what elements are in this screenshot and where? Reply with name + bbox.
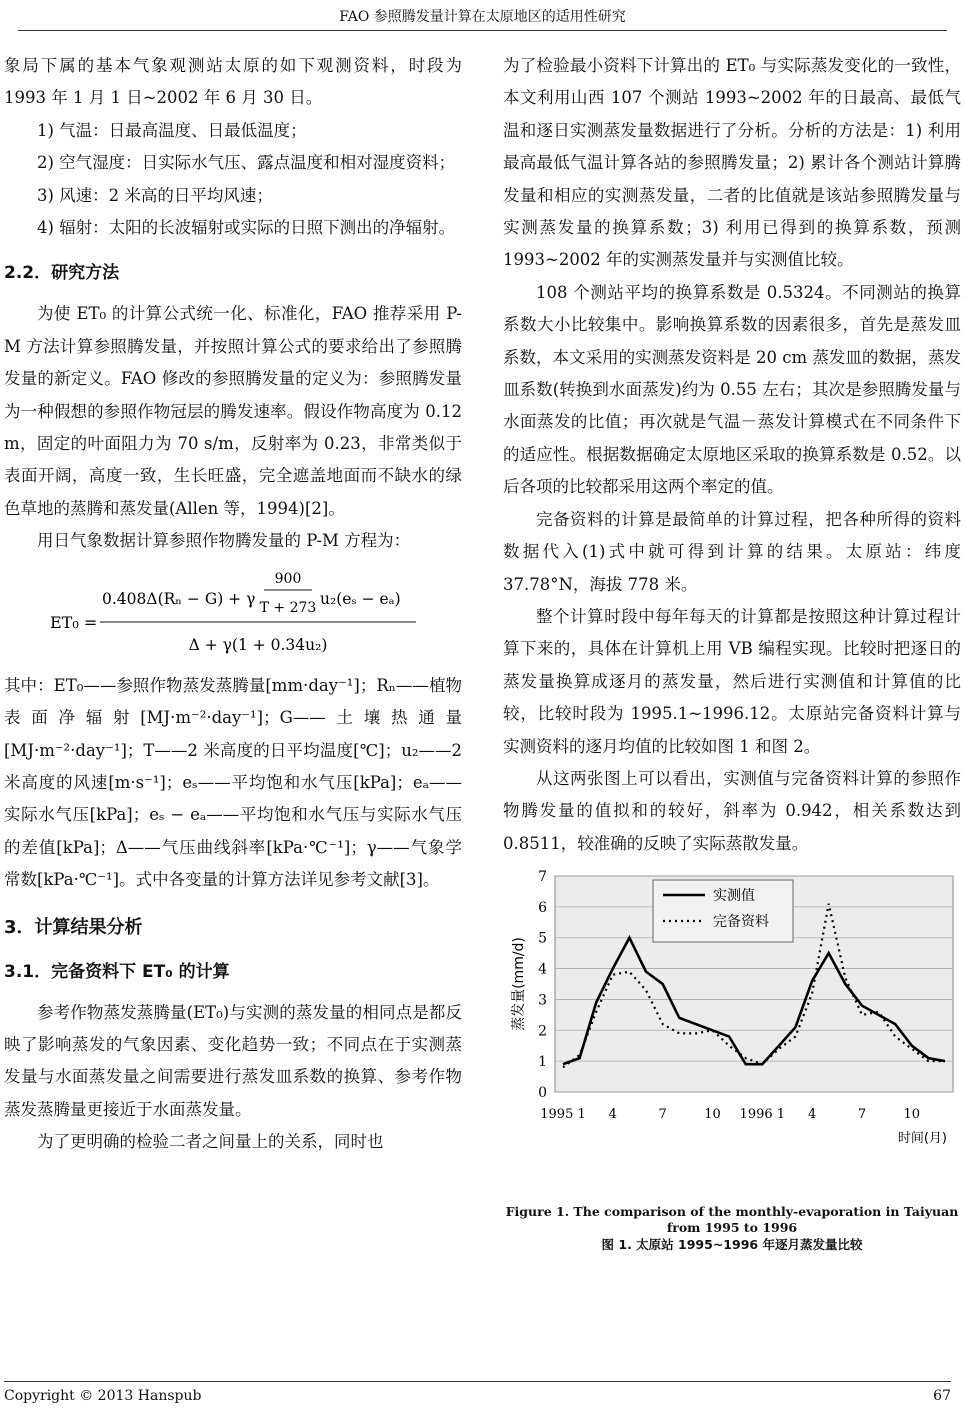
eq-denom: Δ + γ(1 + 0.34u₂) [188, 635, 328, 654]
copyright: Copyright © 2013 Hanspub [4, 1388, 202, 1404]
x-axis-label: 时间(月) [897, 1131, 947, 1147]
running-header: FAO 参照腾发量计算在太原地区的适用性研究 [339, 9, 626, 25]
page-number: 67 [933, 1388, 951, 1404]
right-column [503, 50, 961, 1254]
paragraph: 参考作物蒸发蒸腾量(ET₀)与实测的蒸发量的相同点是都反映了影响蒸发的气象因素、变化趋势一致；不同点在于实测蒸发量与水面蒸发量之间需要进行蒸发皿系数的换算、参考作物蒸发蒸腾量更接近于水面蒸发量。 [4, 1002, 462, 1119]
paragraph: 整个计算时段中每年每天的计算都是按照这种计算过程计算下来的，具体在计算机上用 VB 编程实现。比较时把逐日的蒸发量换算成逐月的蒸发量，然后进行实测值和计算值的比较，比较时段为 1995.1~1996.12。太原站完备资料计算与实测资料的逐月均值的比较如图 1 和图 2。 [503, 606, 961, 756]
figure-1 [503, 868, 961, 1198]
eq-numer-b: u₂(eₛ − eₐ) [320, 589, 401, 608]
subsection-heading: 3.1．完备资料下 ET₀ 的计算 [4, 961, 230, 982]
section-heading: 3．计算结果分析 [4, 916, 143, 938]
equation-svg [4, 558, 462, 670]
evaporation-chart [503, 868, 961, 1198]
list-item: 2) 空气湿度：日实际水气压、露点温度和相对湿度资料； [37, 153, 456, 173]
list-item: 4) 辐射：太阳的长波辐射或实际的日照下测出的净辐射。 [37, 218, 456, 238]
x-tick-label: 1996 1 [739, 1107, 786, 1123]
legend-label: 完备资料 [713, 914, 769, 931]
paragraph: 为使 ET₀ 的计算公式统一化、标准化，FAO 推荐采用 P-M 方法计算参照腾发量，并按照计算公式的要求给出了参照腾发量的新定义。FAO 修改的参照腾发量的定义为：参照腾发量为一种假想的参照作物冠层的腾发速率。假设作物高度为 0.12 m，固定的叶面阻力为 70 s/m，反射率为 0.23，非常类似于表面开阔，高度一致，生长旺盛，完全遮盖地面而不缺水的绿色草地的蒸腾和蒸发量(Allen 等，1994)[2]。 [4, 304, 462, 518]
footer-rule [4, 1381, 951, 1382]
figure-caption-cn: 图 1. 太原站 1995~1996 年逐月蒸发量比较 [601, 1237, 863, 1253]
figure-caption-en: Figure 1. The comparison of the monthly-evaporation in Taiyuan from 1995 to 1996 [505, 1204, 959, 1236]
paragraph: 为了更明确的检验二者之间量上的关系，同时也 [37, 1132, 384, 1152]
eq-numer-a: 0.408Δ(Rₙ − G) + γ [102, 589, 256, 608]
paragraph: 完备资料的计算是最简单的计算过程，把各种所得的资料数据代入(1)式中就可得到计算的结果。太原站：纬度 37.78°N，海拔 778 米。 [503, 509, 961, 594]
list-item: 3) 风速：2 米高的日平均风速； [37, 185, 273, 205]
x-tick-label: 4 [608, 1107, 617, 1123]
paragraph: 象局下属的基本气象观测站太原的如下观测资料，时段为 1993 年 1 月 1 日~2002 年 6 月 30 日。 [4, 56, 462, 108]
y-tick-label: 6 [538, 900, 547, 917]
x-tick-label: 1995 1 [540, 1107, 586, 1123]
eq-frac-top: 900 [274, 570, 302, 587]
paragraph: 从这两张图上可以看出，实测值与完备资料计算的参照作物腾发量的值拟和的较好，斜率为 0.942，相关系数达到 0.8511，较准确的反映了实际蒸散发量。 [503, 768, 961, 853]
y-tick-label: 3 [538, 992, 547, 1009]
y-tick-label: 4 [538, 961, 547, 978]
left-column [4, 50, 462, 1159]
x-tick-label: 10 [903, 1107, 921, 1123]
paragraph: 108 个测站平均的换算系数是 0.5324。不同测站的换算系数大小比较集中。影响换算系数的因素很多，首先是蒸发皿系数，本文采用的实测蒸发资料是 20 cm 蒸发皿的数据，蒸发皿系数(转换到水面蒸发)约为 0.55 左右；其次是参照腾发量与水面蒸发的比值；再次就是气温－蒸发计算模式在不同条件下的适应性。根据数据确定太原地区采取的换算系数是 0.52。以后各项的比较都采用这两个率定的值。 [503, 282, 961, 497]
eq-lhs: ET₀ = [50, 612, 98, 632]
eq-frac-bot: T + 273 [259, 599, 317, 616]
legend-label: 实测值 [713, 888, 755, 905]
section-heading: 2.2．研究方法 [4, 263, 120, 284]
x-tick-label: 10 [704, 1107, 721, 1123]
paragraph: 其中：ET₀——参照作物蒸发蒸腾量[mm·day⁻¹]；Rₙ——植物表面净辐射[MJ·m⁻²·day⁻¹]；G——土壤热通量[MJ·m⁻²·day⁻¹]；T——2 米高度的日平均温度[℃]；u₂——2 米高度的风速[m·s⁻¹]；eₛ——平均饱和水气压[kPa]；eₐ——实际水气压[kPa]；eₛ − eₐ——平均饱和水气压与实际水气压的差值[kPa]；Δ——气压曲线斜率[kPa·℃⁻¹]；γ——气象学常数[kPa·℃⁻¹]。式中各变量的计算方法详见参考文献[3]。 [4, 675, 462, 890]
paragraph: 为了检验最小资料下计算出的 ET₀ 与实际蒸发变化的一致性，本文利用山西 107 个测站 1993~2002 年的日最高、最低气温和逐日实测蒸发量数据进行了分析。分析的方法是：1) 利用最高最低气温计算各站的参照腾发量；2) 累计各个测站计算腾发量和相应的实测蒸发量，二者的比值就是该站参照腾发量与实测蒸发量的换算系数；3) 利用已得到的换算系数，预测 1993~2002 年的实测蒸发量并与实测值比较。 [503, 56, 961, 270]
x-tick-label: 4 [807, 1107, 817, 1123]
header-rule [18, 30, 947, 31]
y-tick-label: 7 [538, 869, 547, 886]
paragraph: 用日气象数据计算参照作物腾发量的 P-M 方程为： [37, 531, 411, 551]
x-tick-label: 7 [658, 1107, 667, 1123]
list-item: 1) 气温：日最高温度、日最低温度； [37, 120, 307, 140]
y-tick-label: 1 [538, 1054, 547, 1071]
y-axis-label: 蒸发量(mm/d) [511, 937, 527, 1032]
y-tick-label: 2 [538, 1023, 547, 1040]
pm-equation [4, 558, 462, 670]
x-tick-label: 7 [857, 1107, 867, 1123]
y-tick-label: 0 [538, 1085, 547, 1102]
y-tick-label: 5 [538, 930, 547, 947]
